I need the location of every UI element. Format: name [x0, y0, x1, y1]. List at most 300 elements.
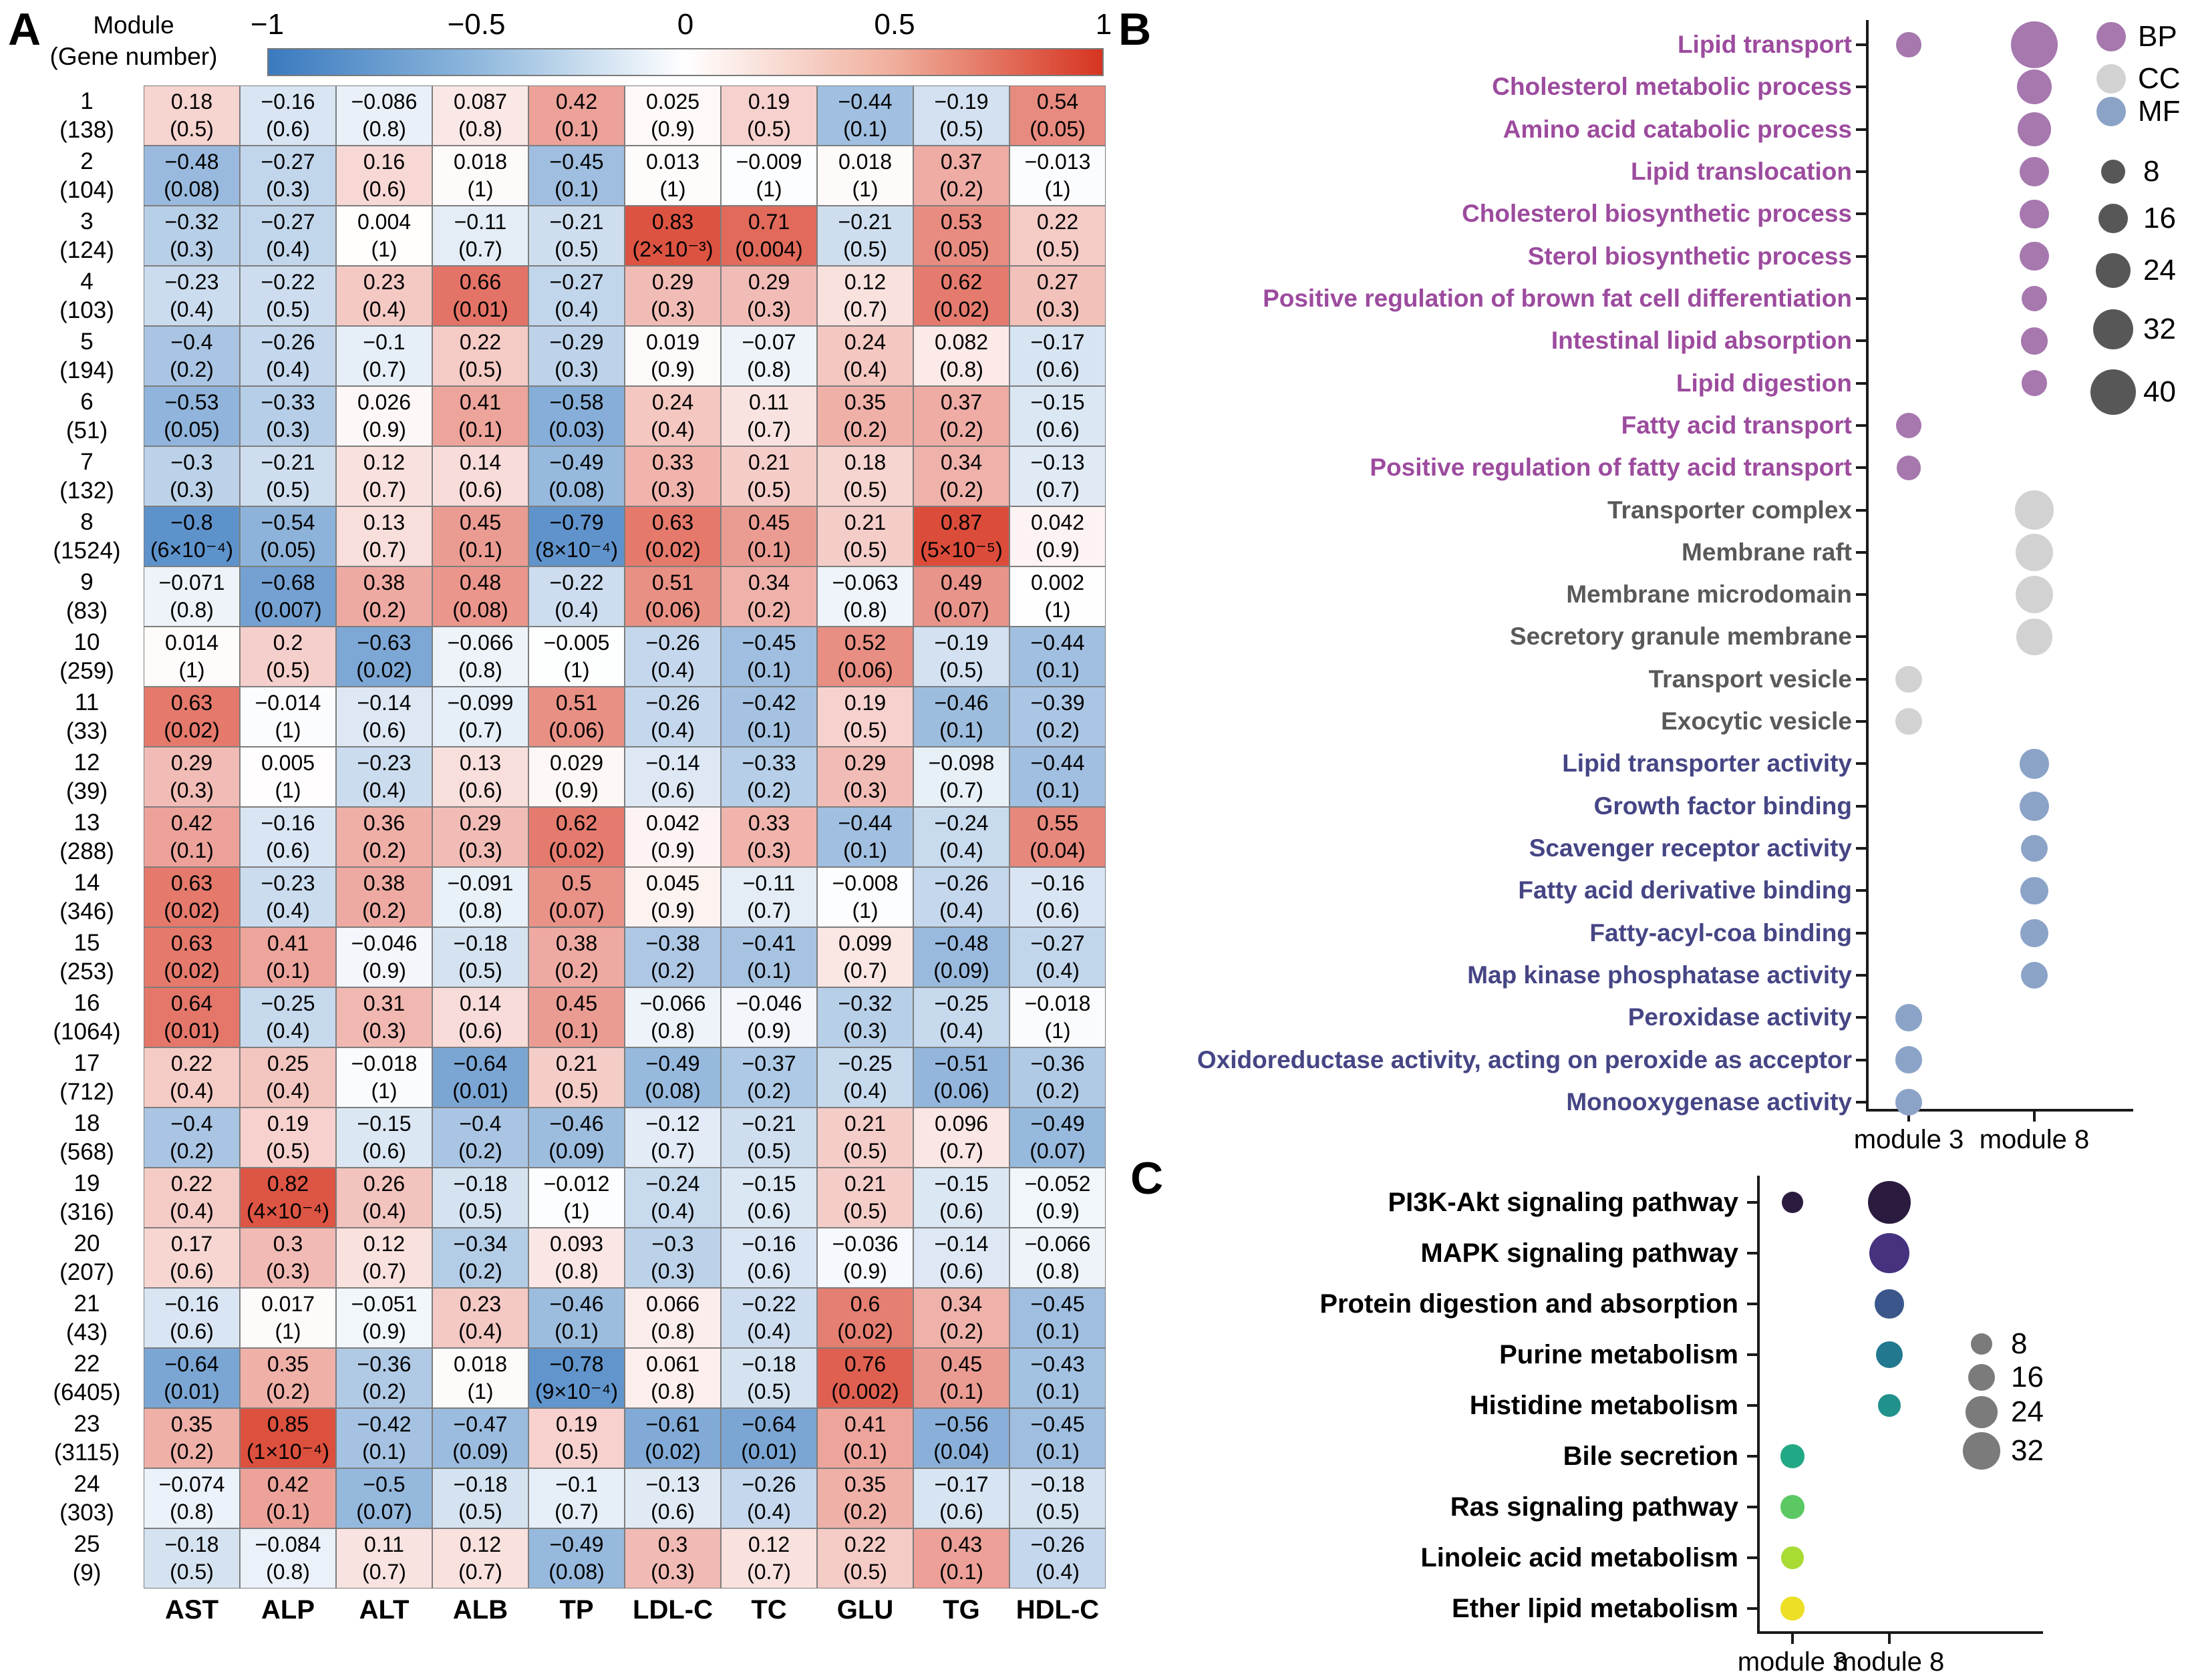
- heatmap-cell-pvalue: (1): [756, 177, 782, 201]
- heatmap-row-module: 7: [80, 449, 94, 475]
- heatmap-cell-pvalue: (0.9): [362, 959, 406, 983]
- heatmap-cell-value: −0.68: [261, 570, 315, 595]
- heatmap-cell-value: −0.3: [651, 1232, 694, 1256]
- heatmap-row-label: [30, 807, 144, 868]
- heatmap-cell-pvalue: (0.7): [458, 1560, 502, 1584]
- heatmap-cell-pvalue: (1×10⁻⁴): [246, 1440, 330, 1464]
- heatmap-cell: [721, 687, 817, 747]
- go-x-tick: [2033, 1112, 2036, 1122]
- go-term-label: Exocytic vesicle: [1661, 707, 1852, 735]
- heatmap-cell-pvalue: (0.4): [939, 898, 983, 922]
- heatmap-cell-value: 0.3: [273, 1232, 303, 1256]
- heatmap-cell: [144, 506, 240, 566]
- heatmap-cell-value: −0.63: [357, 631, 412, 655]
- heatmap-cell-pvalue: (0.4): [555, 598, 599, 622]
- heatmap-cell-value: −0.16: [261, 90, 315, 114]
- heatmap-cell: [817, 1047, 913, 1108]
- heatmap-cell-value: −0.29: [549, 330, 604, 354]
- heatmap-cell-pvalue: (0.3): [651, 1259, 695, 1283]
- heatmap-cell: [817, 687, 913, 747]
- heatmap-cell-pvalue: (0.7): [747, 898, 791, 922]
- heatmap-cell: [336, 1408, 432, 1468]
- heatmap-cell: [1009, 627, 1106, 687]
- heatmap-cell: [625, 1348, 721, 1408]
- heatmap-cell-value: 0.35: [844, 390, 887, 414]
- heatmap-cell-value: 0.45: [940, 1352, 983, 1376]
- go-size-legend-dot: [2090, 369, 2136, 415]
- heatmap-cell-pvalue: (0.4): [266, 357, 310, 381]
- heatmap-cell-pvalue: (0.4): [651, 1199, 695, 1223]
- heatmap-cell-pvalue: (0.4): [362, 297, 406, 321]
- kegg-pathway-label: MAPK signaling pathway: [1420, 1238, 1738, 1268]
- heatmap-cell-value: 0.5: [561, 871, 592, 895]
- heatmap-cell: [336, 446, 432, 506]
- heatmap-cell-pvalue: (0.5): [555, 1440, 599, 1464]
- heatmap-cell-pvalue: (0.5): [555, 1079, 599, 1103]
- heatmap-cell-pvalue: (0.01): [164, 1019, 220, 1043]
- go-dot: [2020, 792, 2050, 822]
- heatmap-cell-value: −0.49: [549, 450, 604, 474]
- heatmap-row-label: [30, 1168, 144, 1229]
- heatmap-cell-value: 0.45: [748, 510, 790, 534]
- heatmap-cell: [528, 266, 625, 326]
- heatmap-cell-pvalue: (0.1): [1036, 778, 1080, 802]
- go-dot: [2016, 534, 2053, 571]
- heatmap-cell-pvalue: (0.8): [651, 1319, 695, 1343]
- heatmap-cell: [240, 867, 336, 927]
- heatmap-cell: [817, 266, 913, 326]
- heatmap-cell: [625, 687, 721, 747]
- heatmap-cell-pvalue: (0.8): [458, 117, 502, 141]
- heatmap-cell: [432, 1408, 528, 1468]
- heatmap-cell-pvalue: (0.5): [170, 117, 214, 141]
- heatmap-cell: [336, 326, 432, 386]
- heatmap-cell-pvalue: (0.8): [747, 357, 791, 381]
- go-y-tick: [1856, 255, 1867, 258]
- heatmap-cell-value: 0.093: [549, 1232, 604, 1256]
- heatmap-cell-pvalue: (0.07): [549, 898, 605, 922]
- heatmap-row-module: 6: [80, 389, 94, 415]
- heatmap-cell-value: −0.32: [164, 210, 219, 234]
- heatmap-cell-value: −0.084: [255, 1532, 321, 1556]
- heatmap-cell-value: −0.48: [934, 931, 989, 955]
- heatmap-cell-value: 0.63: [170, 931, 213, 955]
- heatmap-cell-pvalue: (0.2): [747, 778, 791, 802]
- heatmap-cell-pvalue: (0.3): [843, 778, 887, 802]
- heatmap-cell-pvalue: (0.05): [164, 417, 220, 442]
- heatmap-cell-value: −0.36: [357, 1352, 412, 1376]
- heatmap-cell-value: −0.33: [742, 751, 796, 775]
- heatmap-row-genes: (43): [65, 1319, 108, 1345]
- heatmap-cell-pvalue: (0.1): [555, 177, 599, 201]
- heatmap-cell: [625, 1468, 721, 1528]
- heatmap-cell-value: −0.14: [934, 1232, 989, 1256]
- heatmap-cell: [432, 146, 528, 206]
- heatmap-cell-pvalue: (0.1): [1036, 1379, 1080, 1403]
- heatmap-cell: [913, 1348, 1009, 1408]
- heatmap-cell-value: 0.19: [748, 90, 790, 114]
- heatmap-cell-pvalue: (0.5): [747, 117, 791, 141]
- heatmap-cell: [721, 807, 817, 867]
- heatmap-cell-pvalue: (0.9): [651, 357, 695, 381]
- heatmap-cell: [336, 506, 432, 566]
- heatmap-cell-value: −0.44: [1030, 751, 1085, 775]
- heatmap-cell-pvalue: (8×10⁻⁴): [534, 538, 619, 562]
- heatmap-cell-value: −0.014: [255, 691, 321, 715]
- heatmap-row-genes: (33): [65, 718, 108, 744]
- heatmap-cell-value: 0.63: [170, 871, 213, 895]
- heatmap-row-module: 17: [73, 1050, 100, 1076]
- heatmap-column-label: ALB: [452, 1595, 508, 1625]
- heatmap-cell-value: −0.44: [838, 811, 893, 835]
- heatmap-cell-pvalue: (0.05): [1030, 117, 1086, 141]
- heatmap-cell-value: −0.79: [549, 510, 604, 534]
- heatmap-cell: [1009, 266, 1106, 326]
- heatmap-row-genes: (124): [59, 237, 114, 263]
- colorbar-tick-label: 0.5: [874, 8, 915, 41]
- heatmap-row-genes: (1524): [53, 538, 121, 564]
- kegg-pathway-label: Bile secretion: [1563, 1442, 1738, 1471]
- heatmap-cell-value: −0.052: [1024, 1172, 1091, 1196]
- heatmap-cell-pvalue: (0.2): [1036, 1079, 1080, 1103]
- heatmap-cell-value: −0.005: [543, 631, 610, 655]
- heatmap-cell: [1009, 747, 1106, 807]
- go-dot: [2020, 157, 2050, 187]
- heatmap-cell: [240, 1288, 336, 1348]
- heatmap-cell-value: 0.18: [844, 450, 887, 474]
- heatmap-cell-pvalue: (0.4): [362, 778, 406, 802]
- heatmap-cell: [336, 987, 432, 1047]
- heatmap-column-label: GLU: [836, 1595, 894, 1625]
- heatmap-cell: [144, 1168, 240, 1228]
- heatmap-cell: [1009, 386, 1106, 446]
- heatmap-cell-pvalue: (0.1): [939, 1560, 983, 1584]
- heatmap-cell-value: −0.22: [742, 1292, 796, 1316]
- heatmap-cell-pvalue: (0.5): [843, 1560, 887, 1584]
- heatmap-cell-value: −0.17: [934, 1472, 989, 1496]
- heatmap-cell: [817, 747, 913, 807]
- heatmap-cell-value: 0.48: [459, 570, 502, 595]
- heatmap-cell: [336, 206, 432, 266]
- heatmap-cell-value: 0.096: [934, 1112, 989, 1136]
- heatmap-cell: [721, 627, 817, 687]
- go-y-tick: [1856, 932, 1867, 935]
- heatmap-cell: [1009, 1288, 1106, 1348]
- go-term-label: Sterol biosynthetic process: [1527, 242, 1852, 270]
- heatmap-cell: [528, 1047, 625, 1108]
- heatmap-cell-value: −0.26: [934, 871, 989, 895]
- heatmap-cell-pvalue: (0.8): [170, 1500, 214, 1524]
- heatmap-cell-pvalue: (0.01): [741, 1440, 797, 1464]
- heatmap-cell-pvalue: (0.6): [362, 177, 406, 201]
- go-term-label: Amino acid catabolic process: [1503, 115, 1852, 143]
- heatmap-row-label: [30, 266, 144, 327]
- heatmap-cell-pvalue: (0.9): [747, 1019, 791, 1043]
- heatmap-cell-value: 0.082: [934, 330, 989, 354]
- heatmap-column-label: TG: [943, 1595, 980, 1625]
- heatmap-cell: [144, 1468, 240, 1528]
- heatmap-row-genes: (138): [59, 117, 114, 143]
- heatmap-cell-value: −0.39: [1030, 691, 1085, 715]
- heatmap-cell-pvalue: (0.6): [939, 1199, 983, 1223]
- heatmap-cell-pvalue: (1): [563, 1199, 590, 1223]
- heatmap-cell: [528, 86, 625, 146]
- heatmap-cell-value: −0.24: [934, 811, 989, 835]
- heatmap-cell-pvalue: (0.6): [939, 1500, 983, 1524]
- heatmap-cell: [240, 1228, 336, 1288]
- go-size-legend-label: 32: [2143, 313, 2176, 345]
- heatmap-cell-value: 0.13: [363, 510, 406, 534]
- go-dot: [2018, 112, 2051, 146]
- heatmap-cell-pvalue: (0.08): [164, 177, 220, 201]
- go-size-legend-label: 24: [2143, 254, 2176, 287]
- heatmap-cell-value: −0.34: [453, 1232, 508, 1256]
- heatmap-cell-pvalue: (0.1): [555, 117, 599, 141]
- heatmap-cell: [240, 1348, 336, 1408]
- go-y-tick: [1856, 128, 1867, 131]
- heatmap-cell-value: −0.49: [645, 1051, 700, 1075]
- heatmap-cell-value: 0.71: [748, 210, 790, 234]
- heatmap-row-label: [30, 386, 144, 448]
- heatmap-cell-value: −0.098: [928, 751, 995, 775]
- kegg-y-tick: [1747, 1455, 1758, 1458]
- heatmap-cell-value: 0.017: [261, 1292, 315, 1316]
- go-dot: [2022, 286, 2048, 312]
- heatmap-cell-value: −0.41: [742, 931, 796, 955]
- heatmap-cell-value: −0.25: [261, 991, 315, 1015]
- heatmap-cell-value: 0.21: [844, 1172, 887, 1196]
- heatmap-cell-value: −0.066: [447, 631, 514, 655]
- heatmap-cell-value: −0.063: [832, 570, 899, 595]
- heatmap-cell: [625, 86, 721, 146]
- heatmap-cell-pvalue: (0.02): [645, 1440, 701, 1464]
- heatmap-cell-value: 0.17: [170, 1232, 213, 1256]
- heatmap-cell: [432, 627, 528, 687]
- go-dot: [2015, 490, 2054, 529]
- heatmap-row-module: 23: [73, 1411, 100, 1437]
- go-y-tick: [1856, 339, 1867, 342]
- heatmap-cell-value: −0.14: [357, 691, 412, 715]
- heatmap-cell-pvalue: (0.08): [452, 598, 508, 622]
- heatmap-cell-pvalue: (0.6): [747, 1259, 791, 1283]
- heatmap-cell-pvalue: (0.6): [939, 1259, 983, 1283]
- heatmap-cell-pvalue: (0.8): [555, 1259, 599, 1283]
- go-size-legend-label: 8: [2143, 155, 2160, 188]
- heatmap-cell: [240, 987, 336, 1047]
- heatmap-cell: [913, 1228, 1009, 1288]
- heatmap-cell-pvalue: (0.8): [939, 357, 983, 381]
- heatmap-cell-value: −0.036: [832, 1232, 899, 1256]
- heatmap-cell-value: −0.45: [1030, 1412, 1085, 1436]
- go-dot: [2021, 962, 2048, 989]
- heatmap-cell-value: −0.21: [742, 1112, 796, 1136]
- go-term-label: Positive regulation of brown fat cell differentiation: [1263, 284, 1852, 312]
- heatmap-cell: [625, 1228, 721, 1288]
- heatmap-row-genes: (712): [59, 1079, 114, 1105]
- heatmap-cell: [432, 446, 528, 506]
- heatmap-cell-value: −0.46: [549, 1292, 604, 1316]
- heatmap-cell: [1009, 86, 1106, 146]
- heatmap-cell-pvalue: (0.1): [747, 959, 791, 983]
- heatmap-cell: [817, 1228, 913, 1288]
- heatmap-cell-value: 0.87: [940, 510, 983, 534]
- heatmap-cell-value: −0.008: [832, 871, 899, 895]
- heatmap-cell: [721, 206, 817, 266]
- heatmap-cell-pvalue: (0.5): [843, 478, 887, 502]
- heatmap-cell-pvalue: (0.6): [651, 778, 695, 802]
- heatmap-cell-value: −0.64: [164, 1352, 219, 1376]
- heatmap-cell-pvalue: (0.02): [549, 838, 605, 862]
- kegg-x-category-label: module 8: [1834, 1647, 1945, 1677]
- heatmap-cell-value: −0.19: [934, 90, 989, 114]
- go-dot: [2016, 576, 2053, 613]
- heatmap-cell: [144, 1047, 240, 1108]
- heatmap-cell: [721, 1288, 817, 1348]
- heatmap-row-label: [30, 747, 144, 808]
- heatmap-cell-pvalue: (0.05): [260, 538, 316, 562]
- go-size-legend-dot: [2098, 204, 2129, 234]
- heatmap-cell: [144, 807, 240, 867]
- heatmap-cell-value: −0.42: [742, 691, 796, 715]
- heatmap-cell-value: 0.24: [844, 330, 887, 354]
- heatmap-cell-pvalue: (0.02): [164, 898, 220, 922]
- heatmap-cell-value: 0.12: [459, 1532, 502, 1556]
- heatmap-cell-pvalue: (0.07): [933, 598, 989, 622]
- heatmap-cell-pvalue: (0.02): [164, 959, 220, 983]
- heatmap-cell: [240, 566, 336, 627]
- go-dot: [2022, 370, 2048, 396]
- heatmap-cell-pvalue: (0.2): [651, 959, 695, 983]
- heatmap-cell-pvalue: (0.1): [843, 117, 887, 141]
- heatmap-cell: [1009, 1468, 1106, 1528]
- heatmap-row-label: [30, 987, 144, 1049]
- go-term-label: Fatty acid derivative binding: [1518, 876, 1852, 904]
- heatmap-cell-pvalue: (0.07): [356, 1500, 412, 1524]
- heatmap-cell-pvalue: (0.6): [266, 838, 310, 862]
- heatmap-cell-pvalue: (0.8): [458, 898, 502, 922]
- heatmap-row-module: 21: [73, 1291, 100, 1317]
- heatmap-cell-value: 0.33: [651, 450, 694, 474]
- heatmap-cell: [144, 446, 240, 506]
- kegg-size-legend-dot: [1963, 1432, 2000, 1469]
- heatmap-cell: [817, 1408, 913, 1468]
- heatmap-cell-pvalue: (1): [275, 1319, 301, 1343]
- heatmap-cell-value: 0.014: [164, 631, 219, 655]
- heatmap-cell-value: 0.21: [844, 510, 887, 534]
- heatmap-cell-value: −0.26: [645, 631, 700, 655]
- heatmap-cell-pvalue: (0.5): [458, 959, 502, 983]
- go-y-tick: [1856, 212, 1867, 215]
- heatmap-cell-value: −0.11: [454, 210, 507, 234]
- heatmap-cell-value: 0.29: [170, 751, 213, 775]
- go-dot: [1895, 666, 1922, 693]
- heatmap-cell-value: 0.045: [645, 871, 700, 895]
- heatmap-row-genes: (303): [59, 1500, 114, 1526]
- kegg-y-tick: [1747, 1353, 1758, 1356]
- heatmap-cell: [144, 987, 240, 1047]
- heatmap-cell: [240, 627, 336, 687]
- heatmap-cell-pvalue: (0.5): [1036, 237, 1080, 261]
- heatmap-cell-pvalue: (0.5): [1036, 1500, 1080, 1524]
- heatmap-cell-pvalue: (0.4): [362, 1199, 406, 1223]
- heatmap-cell: [1009, 1408, 1106, 1468]
- heatmap-cell: [432, 687, 528, 747]
- go-term-label: Lipid translocation: [1631, 157, 1852, 185]
- heatmap-cell-pvalue: (0.1): [939, 1379, 983, 1403]
- heatmap-cell: [528, 326, 625, 386]
- heatmap-cell-pvalue: (1): [467, 1379, 494, 1403]
- heatmap-row-module: 19: [73, 1170, 100, 1196]
- heatmap-cell-pvalue: (0.06): [933, 1079, 989, 1103]
- heatmap-cell: [913, 867, 1009, 927]
- heatmap-cell: [240, 927, 336, 987]
- heatmap-row-label: [30, 687, 144, 748]
- heatmap-cell-pvalue: (0.2): [170, 1139, 214, 1163]
- heatmap-cell: [625, 927, 721, 987]
- heatmap-cell-value: −0.051: [351, 1292, 418, 1316]
- heatmap-cell: [432, 206, 528, 266]
- heatmap-cell-value: −0.64: [742, 1412, 796, 1436]
- heatmap-cell-value: 0.64: [170, 991, 213, 1015]
- heatmap-cell-pvalue: (9×10⁻⁴): [534, 1379, 619, 1403]
- heatmap-cell: [625, 566, 721, 627]
- kegg-pathway-label: Linoleic acid metabolism: [1420, 1543, 1738, 1572]
- heatmap-cell-pvalue: (0.4): [939, 1019, 983, 1043]
- heatmap-cell: [721, 506, 817, 566]
- heatmap-cell-value: −0.32: [838, 991, 893, 1015]
- heatmap-cell-pvalue: (0.6): [458, 1019, 502, 1043]
- heatmap-cell: [1009, 1348, 1106, 1408]
- kegg-size-legend-dot: [1966, 1396, 1998, 1428]
- heatmap-cell-pvalue: (0.5): [458, 1199, 502, 1223]
- heatmap-cell-pvalue: (0.9): [362, 417, 406, 442]
- heatmap-cell-pvalue: (0.9): [1036, 1199, 1080, 1223]
- heatmap-cell-pvalue: (0.1): [843, 838, 887, 862]
- heatmap-cell-value: 0.11: [749, 390, 789, 414]
- go-term-label: Transport vesicle: [1648, 665, 1852, 693]
- heatmap-cell: [240, 506, 336, 566]
- heatmap-cell-pvalue: (0.5): [266, 297, 310, 321]
- heatmap-row-module: 10: [73, 629, 100, 655]
- heatmap-cell-pvalue: (0.6): [1036, 898, 1080, 922]
- heatmap-cell: [336, 1228, 432, 1288]
- heatmap-cell-pvalue: (1): [1044, 177, 1071, 201]
- heatmap-cell-pvalue: (0.6): [1036, 357, 1080, 381]
- heatmap-cell: [913, 566, 1009, 627]
- heatmap-cell-value: −0.27: [261, 210, 315, 234]
- heatmap-cell-pvalue: (0.4): [747, 1319, 791, 1343]
- kegg-dot: [1780, 1597, 1804, 1620]
- heatmap-cell: [817, 446, 913, 506]
- go-term-label: Growth factor binding: [1593, 792, 1852, 820]
- heatmap-cell: [1009, 1528, 1106, 1588]
- heatmap-cell-pvalue: (0.5): [747, 478, 791, 502]
- heatmap-cell-value: −0.26: [261, 330, 315, 354]
- heatmap-row-module: 22: [73, 1351, 100, 1377]
- heatmap-cell: [721, 1528, 817, 1588]
- heatmap-cell-value: 0.45: [555, 991, 598, 1015]
- heatmap-cell: [721, 867, 817, 927]
- go-y-tick: [1856, 678, 1867, 681]
- go-dot: [2020, 242, 2049, 271]
- heatmap-row-label: [30, 1108, 144, 1169]
- heatmap-cell-pvalue: (0.4): [1036, 959, 1080, 983]
- kegg-x-tick: [1888, 1634, 1891, 1644]
- go-y-tick: [1856, 382, 1867, 385]
- heatmap-cell-value: 0.34: [940, 1292, 983, 1316]
- heatmap-row-genes: (346): [59, 898, 114, 925]
- heatmap-cell: [240, 326, 336, 386]
